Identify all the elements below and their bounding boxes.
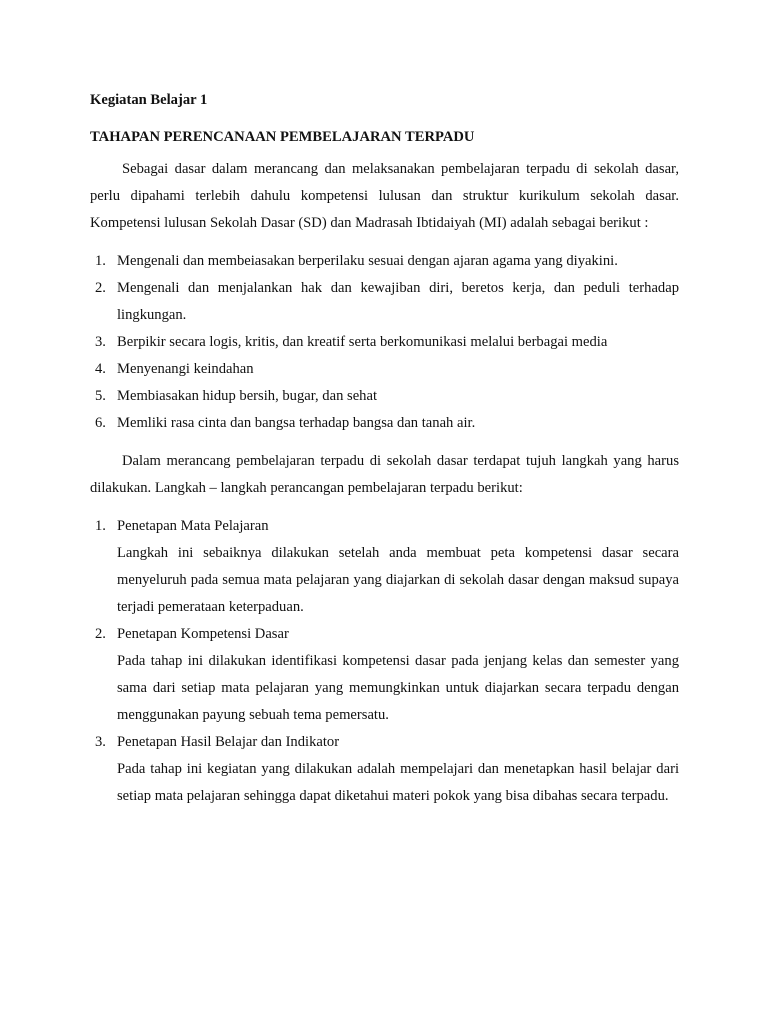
step-body: Pada tahap ini dilakukan identifikasi kompetensi dasar pada jenjang kelas dan semester yang sama dari setiap mata pelajaran yang memungkinkan untuk diajarkan secara terpadu dengan menggunakan payung sebuah tema pemersatu. — [117, 653, 679, 723]
steps-list — [90, 513, 679, 810]
step-title: Penetapan Hasil Belajar dan Indikator — [117, 734, 340, 750]
section-title: TAHAPAN PERENCANAAN PEMBELAJARAN TERPADU — [90, 129, 475, 145]
list-item-number: 6. — [95, 415, 106, 431]
list-item-number: 1. — [95, 253, 106, 269]
list-item — [90, 248, 679, 275]
list-item — [90, 383, 679, 410]
list-item — [90, 513, 679, 621]
steps-intro-paragraph: Dalam merancang pembelajaran terpadu di sekolah dasar terdapat tujuh langkah yang harus dilakukan. Langkah – langkah perancangan pembelajaran terpadu berikut: — [90, 453, 679, 496]
list-item — [90, 621, 679, 729]
list-item — [90, 729, 679, 810]
step-body: Pada tahap ini kegiatan yang dilakukan adalah mempelajari dan menetapkan hasil belajar dari setiap mata pelajaran sehingga dapat diketahui materi pokok yang bisa dibahas secara terpadu. — [117, 761, 679, 804]
step-number: 2. — [95, 626, 106, 642]
list-item — [90, 275, 679, 329]
list-item — [90, 329, 679, 356]
list-item — [90, 356, 679, 383]
step-number: 1. — [95, 518, 106, 534]
competency-list — [90, 248, 679, 437]
list-item-number: 4. — [95, 361, 106, 377]
list-item-number: 5. — [95, 388, 106, 404]
document-page — [90, 87, 679, 810]
step-number: 3. — [95, 734, 106, 750]
intro-paragraph: Sebagai dasar dalam merancang dan melaksanakan pembelajaran terpadu di sekolah dasar, perlu dipahami terlebih dahulu kompetensi lulusan dan struktur kurikulum sekolah dasar. Kompetensi lulusan Sekolah Dasar (SD) dan Madrasah Ibtidaiyah (MI) adalah sebagai berikut : — [90, 161, 679, 231]
list-item-text: Memliki rasa cinta dan bangsa terhadap bangsa dan tanah air. — [117, 415, 476, 431]
list-item-text: Mengenali dan menjalankan hak dan kewajiban diri, beretos kerja, dan peduli terhadap lingkungan. — [117, 280, 679, 323]
section-subtitle: Kegiatan Belajar 1 — [90, 92, 208, 108]
step-title: Penetapan Kompetensi Dasar — [117, 626, 289, 642]
list-item-text: Menyenangi keindahan — [117, 361, 254, 377]
list-item-number: 3. — [95, 334, 106, 350]
list-item-number: 2. — [95, 280, 106, 296]
step-title: Penetapan Mata Pelajaran — [117, 518, 269, 534]
step-body: Langkah ini sebaiknya dilakukan setelah anda membuat peta kompetensi dasar secara menyeluruh pada semua mata pelajaran yang diajarkan di sekolah dasar dengan maksud supaya terjadi pemerataan keterpaduan. — [117, 545, 679, 615]
list-item-text: Berpikir secara logis, kritis, dan kreatif serta berkomunikasi melalui berbagai media — [117, 334, 608, 350]
list-item-text: Mengenali dan membeiasakan berperilaku sesuai dengan ajaran agama yang diyakini. — [117, 253, 618, 269]
list-item — [90, 410, 679, 437]
list-item-text: Membiasakan hidup bersih, bugar, dan sehat — [117, 388, 378, 404]
